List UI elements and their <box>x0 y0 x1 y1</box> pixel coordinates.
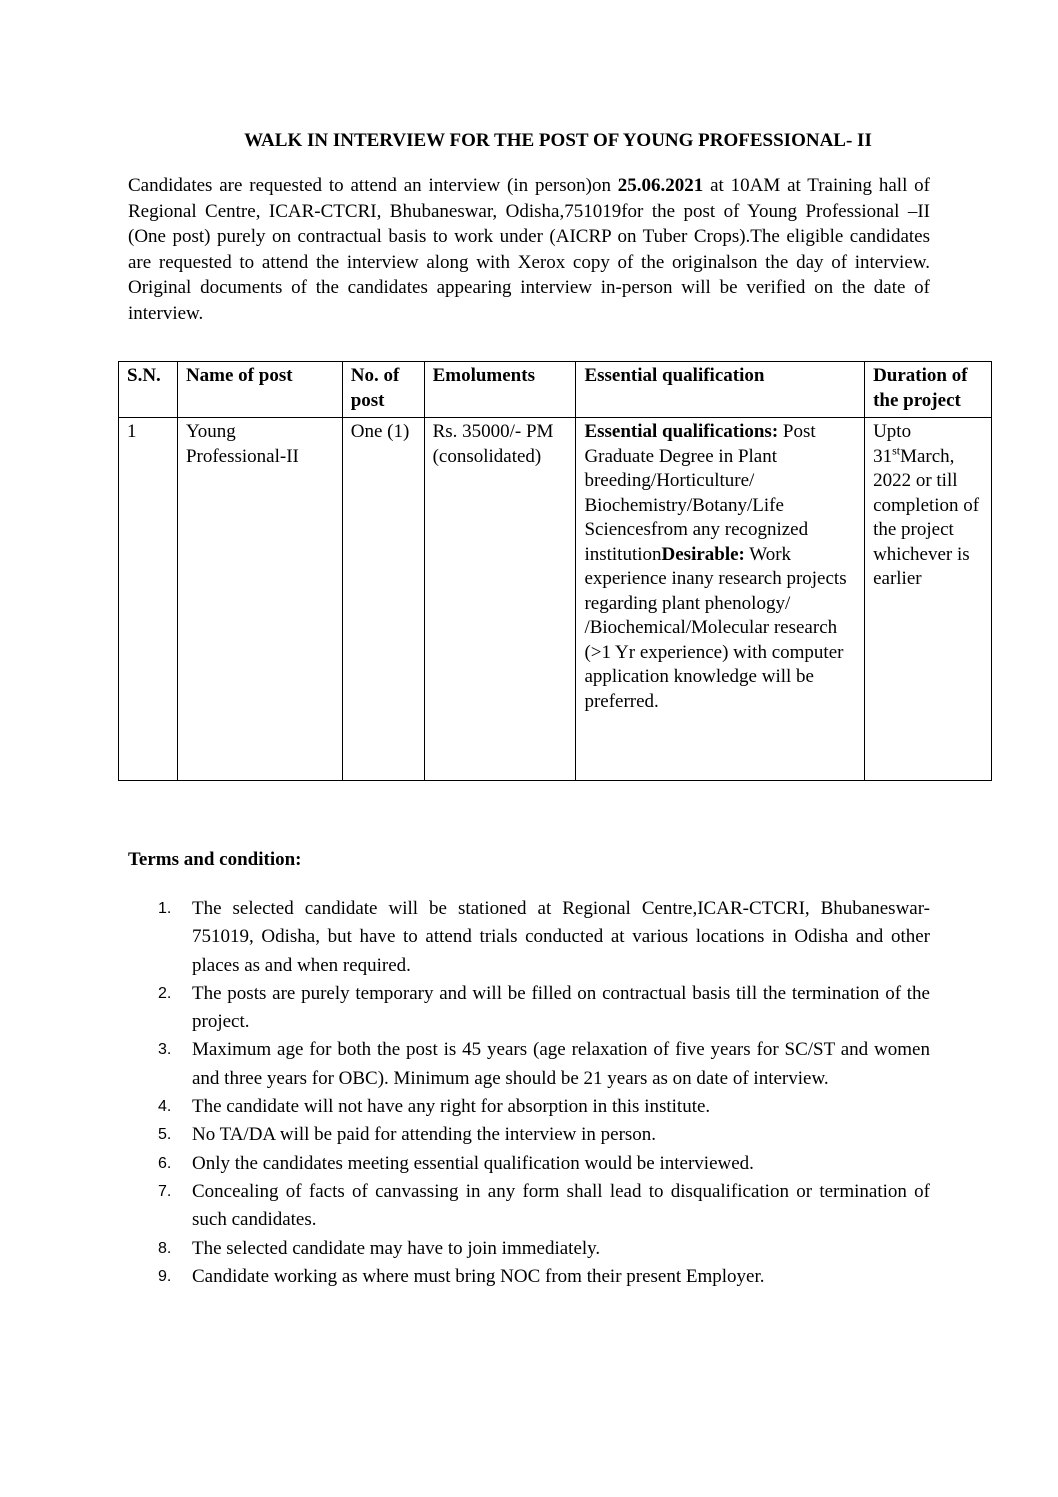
intro-paragraph <box>128 173 930 326</box>
terms-list <box>150 895 930 1291</box>
terms-item-number: 6. <box>158 1154 172 1172</box>
cell-duration <box>865 418 992 781</box>
intro-text-before-date: Candidates are requested to attend an interview (in person)on <box>128 175 618 196</box>
terms-item-number: 5. <box>158 1126 172 1144</box>
terms-item-text: Candidate working as where must bring NOC from their present Employer. <box>192 1265 765 1287</box>
page-title: WALK IN INTERVIEW FOR THE POST OF YOUNG PROFESSIONAL- II <box>244 130 872 151</box>
terms-item-number: 7. <box>158 1182 172 1200</box>
terms-list-item <box>150 1093 930 1121</box>
terms-item-number: 4. <box>158 1098 172 1116</box>
cell-qualification <box>576 418 865 781</box>
header-name-of-post: Name of post <box>177 362 342 418</box>
terms-item-text: Concealing of facts of canvassing in any form shall lead to disqualification or termination of such candidates. <box>192 1180 930 1231</box>
duration-superscript: st <box>892 443 901 458</box>
terms-list-item <box>150 1121 930 1149</box>
terms-list-item <box>150 1263 930 1291</box>
table-header-row <box>119 362 992 418</box>
terms-item-text: The candidate will not have any right for absorption in this institute. <box>192 1096 711 1118</box>
terms-item-text: Maximum age for both the post is 45 years (age relaxation of five years for SC/ST and women and three years for OBC). Minimum age should be 21 years as on date of interview. <box>192 1039 930 1089</box>
header-emoluments: Emoluments <box>424 362 576 418</box>
table-row <box>119 418 992 781</box>
terms-item-text: The posts are purely temporary and will be filled on contractual basis till the termination of the project. <box>192 982 930 1033</box>
terms-list-item <box>150 1150 930 1178</box>
terms-item-text: The selected candidate may have to join immediately. <box>192 1237 601 1259</box>
terms-item-number: 9. <box>158 1267 172 1285</box>
terms-list-item <box>150 1036 930 1093</box>
terms-list-item <box>150 1178 930 1235</box>
intro-text-after-date: at 10AM at Training hall of Regional Centre, ICAR-CTCRI, Bhubaneswar, Odisha,751019for the post of Young Professional –II (One post) purely on contractual basis to work under (AICRP on Tuber Crops).The eligible candidates are requested to attend the interview along with Xerox copy of the originalson the day of interview. Original documents of the candidates appearing interview in-person will be verified on the date of interview. <box>128 175 930 324</box>
qualification-text: Post Graduate Degree in Plant breeding/Horticulture/ Biochemistry/Botany/Life Sciencesfrom any recognized institution <box>584 421 816 565</box>
desirable-label: Desirable: <box>661 543 745 565</box>
terms-list-item <box>150 980 930 1037</box>
terms-item-text: No TA/DA will be paid for attending the interview in person. <box>192 1124 657 1146</box>
qualification-label: Essential qualifications: <box>584 421 779 442</box>
terms-item-number: 1. <box>158 900 172 917</box>
posts-table <box>118 361 992 781</box>
terms-list-item <box>150 895 930 980</box>
duration-text-a: Upto 31 <box>873 421 912 467</box>
terms-item-number: 8. <box>158 1239 172 1257</box>
terms-item-number: 2. <box>158 984 172 1002</box>
cell-no-of-post: One (1) <box>342 418 424 781</box>
terms-item-number: 3. <box>158 1041 172 1059</box>
terms-list-item <box>150 1235 930 1263</box>
desirable-text: Work experience inany research projects regarding plant phenology/ /Biochemical/Molecular research (>1 Yr experience) with computer application knowledge will be preferred. <box>584 543 847 712</box>
terms-item-text: The selected candidate will be stationed at Regional Centre,ICAR-CTCRI, Bhubaneswar-751019, Odisha, but have to attend trials conducted at various locations in Odisha and other places as and when required. <box>192 898 930 976</box>
terms-heading: Terms and condition: <box>128 849 302 870</box>
interview-date: 25.06.2021 <box>617 175 704 196</box>
cell-name-of-post: Young Professional-II <box>177 418 342 781</box>
cell-sn: 1 <box>119 418 178 781</box>
header-essential-qualification: Essential qualification <box>576 362 865 418</box>
header-no-of-post: No. of post <box>342 362 424 418</box>
header-sn: S.N. <box>119 362 178 418</box>
cell-emoluments: Rs. 35000/- PM (consolidated) <box>424 418 576 781</box>
terms-item-text: Only the candidates meeting essential qualification would be interviewed. <box>192 1152 754 1174</box>
duration-text-b: March, 2022 or till completion of the project whichever is earlier <box>873 445 980 589</box>
header-duration: Duration of the project <box>865 362 992 418</box>
